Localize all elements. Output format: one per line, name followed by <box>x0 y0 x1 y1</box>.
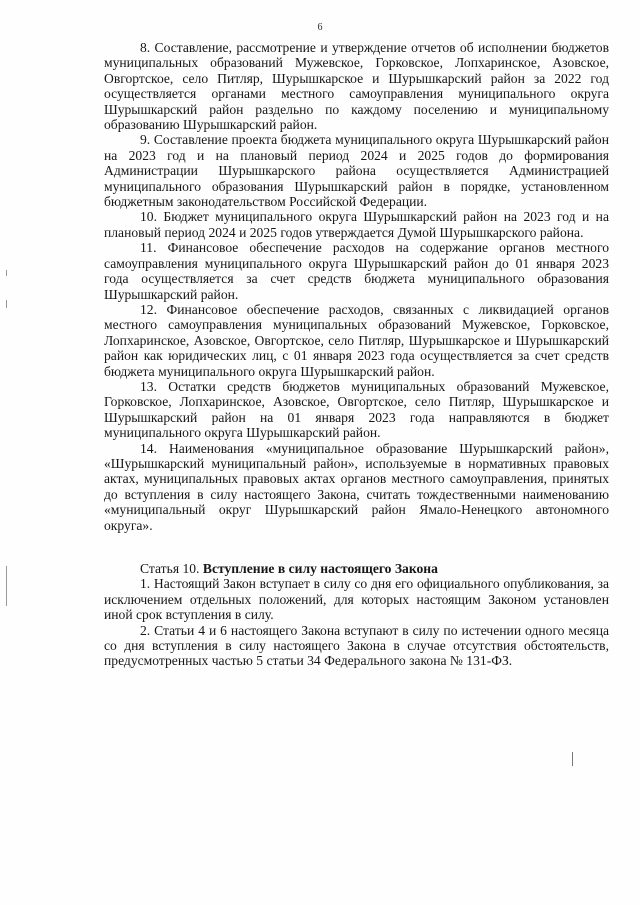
article-paragraph-2: 2. Статьи 4 и 6 настоящего Закона вступают в силу по истечении одного месяца со дня вступления в силу настоящего Закона в случае отсутствия обстоятельств, предусмотренных частью 5 статьи 34 Федерального закона № 131-ФЗ. <box>104 622 609 669</box>
paragraph-13: 13. Остатки средств бюджетов муниципальных образований Мужевское, Горковское, Лопхаринское, Азовское, Овгортское, село Питляр, Шурышкарское и Шурышкарский район на 01 января 2023 года направляются в бюджет муниципального округа Шурышкарский район. <box>104 378 609 441</box>
paragraph-9: 9. Составление проекта бюджета муниципального округа Шурышкарский район на 2023 год и на плановый период 2024 и 2025 годов до формирования Администрации Шурышкарского района осуществляется Администрацией муниципального образования Шурышкарский район в порядке, установленном бюджетным законодательством Российской Федерации. <box>104 132 609 210</box>
margin-mark <box>572 752 573 766</box>
paragraph-12: 12. Финансовое обеспечение расходов, связанных с ликвидацией органов местного самоуправления муниципальных образований Мужевское, Горковское, Лопхаринское, Азовское, Овгортское, село Питляр, Шурышкарское и Шурышкарский район как юридических лиц, с 01 января 2023 года осуществляется за счет средств бюджета муниципального округа Шурышкарский район. <box>104 301 609 379</box>
article-title: Вступление в силу настоящего Закона <box>202 561 438 576</box>
margin-mark <box>6 270 7 276</box>
page-number: 6 <box>317 22 323 33</box>
paragraph-8: 8. Составление, рассмотрение и утверждение отчетов об исполнении бюджетов муниципальных образований Мужевское, Горковское, Лопхаринское, Азовское, Овгортское, село Питляр, Шурышкарское и Шурышкарский район за 2022 год осуществляется органами местного самоуправления муниципального округа Шурышкарский район раздельно по каждому поселению и муниципальному образованию Шурышкарский район. <box>104 40 609 133</box>
article-paragraph-1: 1. Настоящий Закон вступает в силу со дня его официального опубликования, за исключением отдельных положений, для которых настоящим Законом установлен иной срок вступления в силу. <box>104 576 609 623</box>
paragraph-11: 11. Финансовое обеспечение расходов на содержание органов местного самоуправления муниципального округа Шурышкарский район до 01 января 2023 года осуществляется за счет средств бюджета муниципального образования Шурышкарский район. <box>104 240 609 302</box>
margin-mark <box>6 300 7 308</box>
document-body <box>104 40 609 669</box>
paragraph-14: 14. Наименования «муниципальное образование Шурышкарский район», «Шурышкарский муниципальный район», используемые в нормативных правовых актах, муниципальных правовых актах органов местного самоуправления, принятых до вступления в силу настоящего Закона, считать тождественными наименованию «муниципальный округ Шурышкарский район Ямало-Ненецкого автономного округа». <box>104 440 609 533</box>
paragraph-10: 10. Бюджет муниципального округа Шурышкарский район на 2023 год и на плановый период 2024 и 2025 годов утверждается Думой Шурышкарского района. <box>104 209 609 240</box>
article-label: Статья 10. <box>140 561 200 576</box>
article-heading <box>104 561 609 576</box>
margin-mark <box>6 566 7 606</box>
